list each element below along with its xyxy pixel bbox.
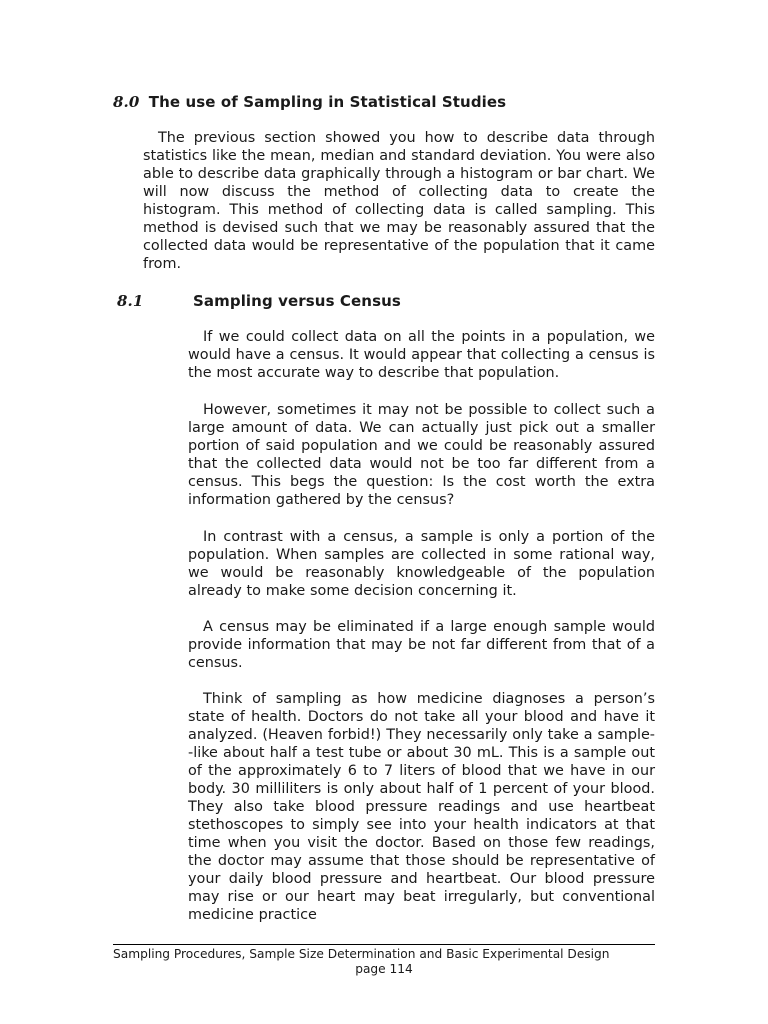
section-number: 8.1 (117, 292, 144, 310)
footer-running-title: Sampling Procedures, Sample Size Determination and Basic Experimental Design (113, 947, 610, 961)
page-number: page 114 (355, 962, 413, 976)
body-paragraph: If we could collect data on all the points in a population, we would have a census. It would appear that collecting a census is the most accurate way to describe that population. (188, 329, 655, 381)
footer-divider (113, 944, 655, 945)
section-heading-8-0 (113, 93, 506, 111)
body-paragraph: In contrast with a census, a sample is only a portion of the population. When samples are collected in some rational way, we would be reasonably knowledgeable of the population already to make some decision concerning it. (188, 529, 655, 599)
section-title: Sampling versus Census (193, 292, 401, 310)
body-paragraph: A census may be eliminated if a large enough sample would provide information that may be not far different from that of a census. (188, 619, 655, 671)
body-paragraph: Think of sampling as how medicine diagnoses a person’s state of health. Doctors do not take all your blood and have it analyzed. (Heaven forbid!) They necessarily only take a sample--like about half a test tube or about 30 mL. This is a sample out of the approximately 6 to 7 liters of blood that we have in our body. 30 milliliters is only about half of 1 percent of your blood. They also take blood pressure readings and use heartbeat stethoscopes to simply see into your health indicators at that time when you visit the doctor. Based on those few readings, the doctor may assume that those should be representative of your daily blood pressure and heartbeat. Our blood pressure may rise or our heart may beat irregularly, but conventional medicine practice (188, 691, 655, 923)
section-title: The use of Sampling in Statistical Studies (148, 93, 507, 111)
section-heading-8-1 (117, 292, 401, 310)
intro-paragraph: The previous section showed you how to describe data through statistics like the mean, median and standard deviation. You were also able to describe data graphically through a histogram or bar chart. We will now discuss the method of collecting data to create the histogram. This method of collecting data is called sampling. This method is devised such that we may be reasonably assured that the collected data would be representative of the population that it came from. (143, 130, 655, 272)
section-number: 8.0 (113, 93, 140, 111)
body-paragraph: However, sometimes it may not be possible to collect such a large amount of data. We can actually just pick out a smaller portion of said population and we could be reasonably assured that the collected data would not be too far different from a census. This begs the question: Is the cost worth the extra information gathered by the census? (188, 402, 655, 508)
